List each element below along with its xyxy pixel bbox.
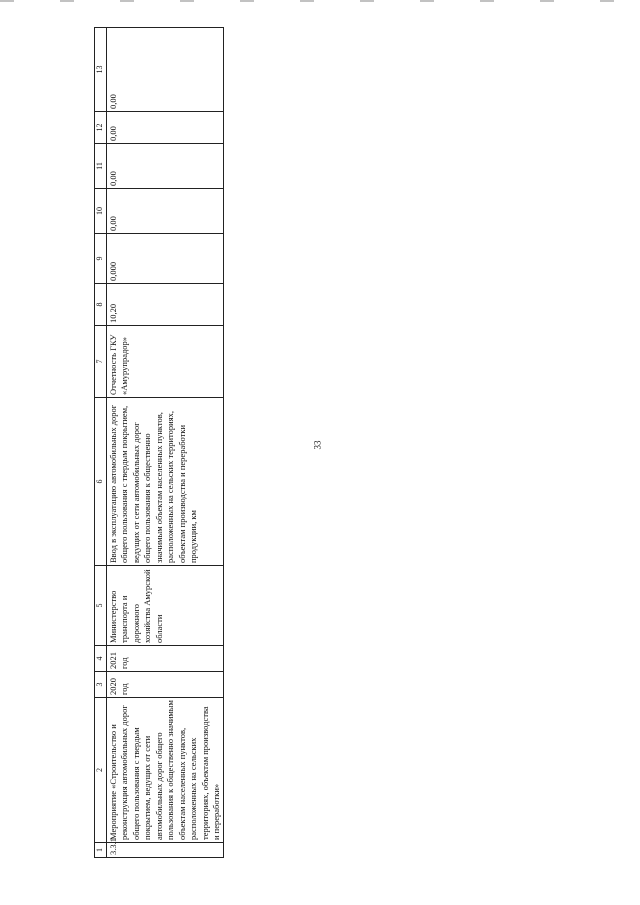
cell-value-11: 0,00 — [106, 144, 224, 189]
scan-edge-artifact — [0, 0, 640, 2]
cell-number: 3.3.1 — [106, 843, 224, 858]
col-header-8: 8 — [95, 284, 107, 326]
cell-end-year: 2021 год — [106, 646, 224, 672]
page-number: 33 — [312, 440, 323, 450]
col-header-1: 1 — [95, 843, 107, 858]
col-header-4: 4 — [95, 646, 107, 672]
cell-data-source: Отчетность ГКУ «Амурупрадор» — [106, 326, 224, 398]
program-measures-table — [94, 27, 224, 858]
cell-value-8: 10,20 — [106, 284, 224, 326]
col-header-2: 2 — [95, 698, 107, 843]
col-header-12: 12 — [95, 112, 107, 144]
cell-executor: Министерство транспорта и дорожного хозяйства Амурской области — [106, 566, 224, 646]
column-number-row — [95, 28, 107, 858]
col-header-5: 5 — [95, 566, 107, 646]
col-header-9: 9 — [95, 234, 107, 284]
table-row — [106, 28, 224, 858]
cell-start-year: 2020 год — [106, 672, 224, 698]
col-header-13: 13 — [95, 28, 107, 112]
cell-indicator: Ввод в эксплуатацию автомобильных дорог общего пользования с твердым покрытием, ведущих от сети автомобильных дорог общего пользования к общественно значимым объектам населенных пунктов, расположенных на сельских территориях, объектам производства и переработки продукции, км — [106, 398, 224, 566]
rotated-table-container — [94, 28, 222, 858]
cell-value-9: 0,000 — [106, 234, 224, 284]
col-header-3: 3 — [95, 672, 107, 698]
col-header-10: 10 — [95, 189, 107, 234]
cell-value-10: 0,00 — [106, 189, 224, 234]
col-header-11: 11 — [95, 144, 107, 189]
cell-value-13: 0,00 — [106, 28, 224, 112]
col-header-6: 6 — [95, 398, 107, 566]
col-header-7: 7 — [95, 326, 107, 398]
cell-value-12: 0,00 — [106, 112, 224, 144]
cell-measure-name: Мероприятие «Строительство и реконструкция автомобильных дорог общего пользования с твердым покрытием, ведущих от сети автомобильных дорог общего пользования к общественно значимым объектам населенных пунктов, расположенных на сельских территориях, объектам производства и переработки» — [106, 698, 224, 843]
